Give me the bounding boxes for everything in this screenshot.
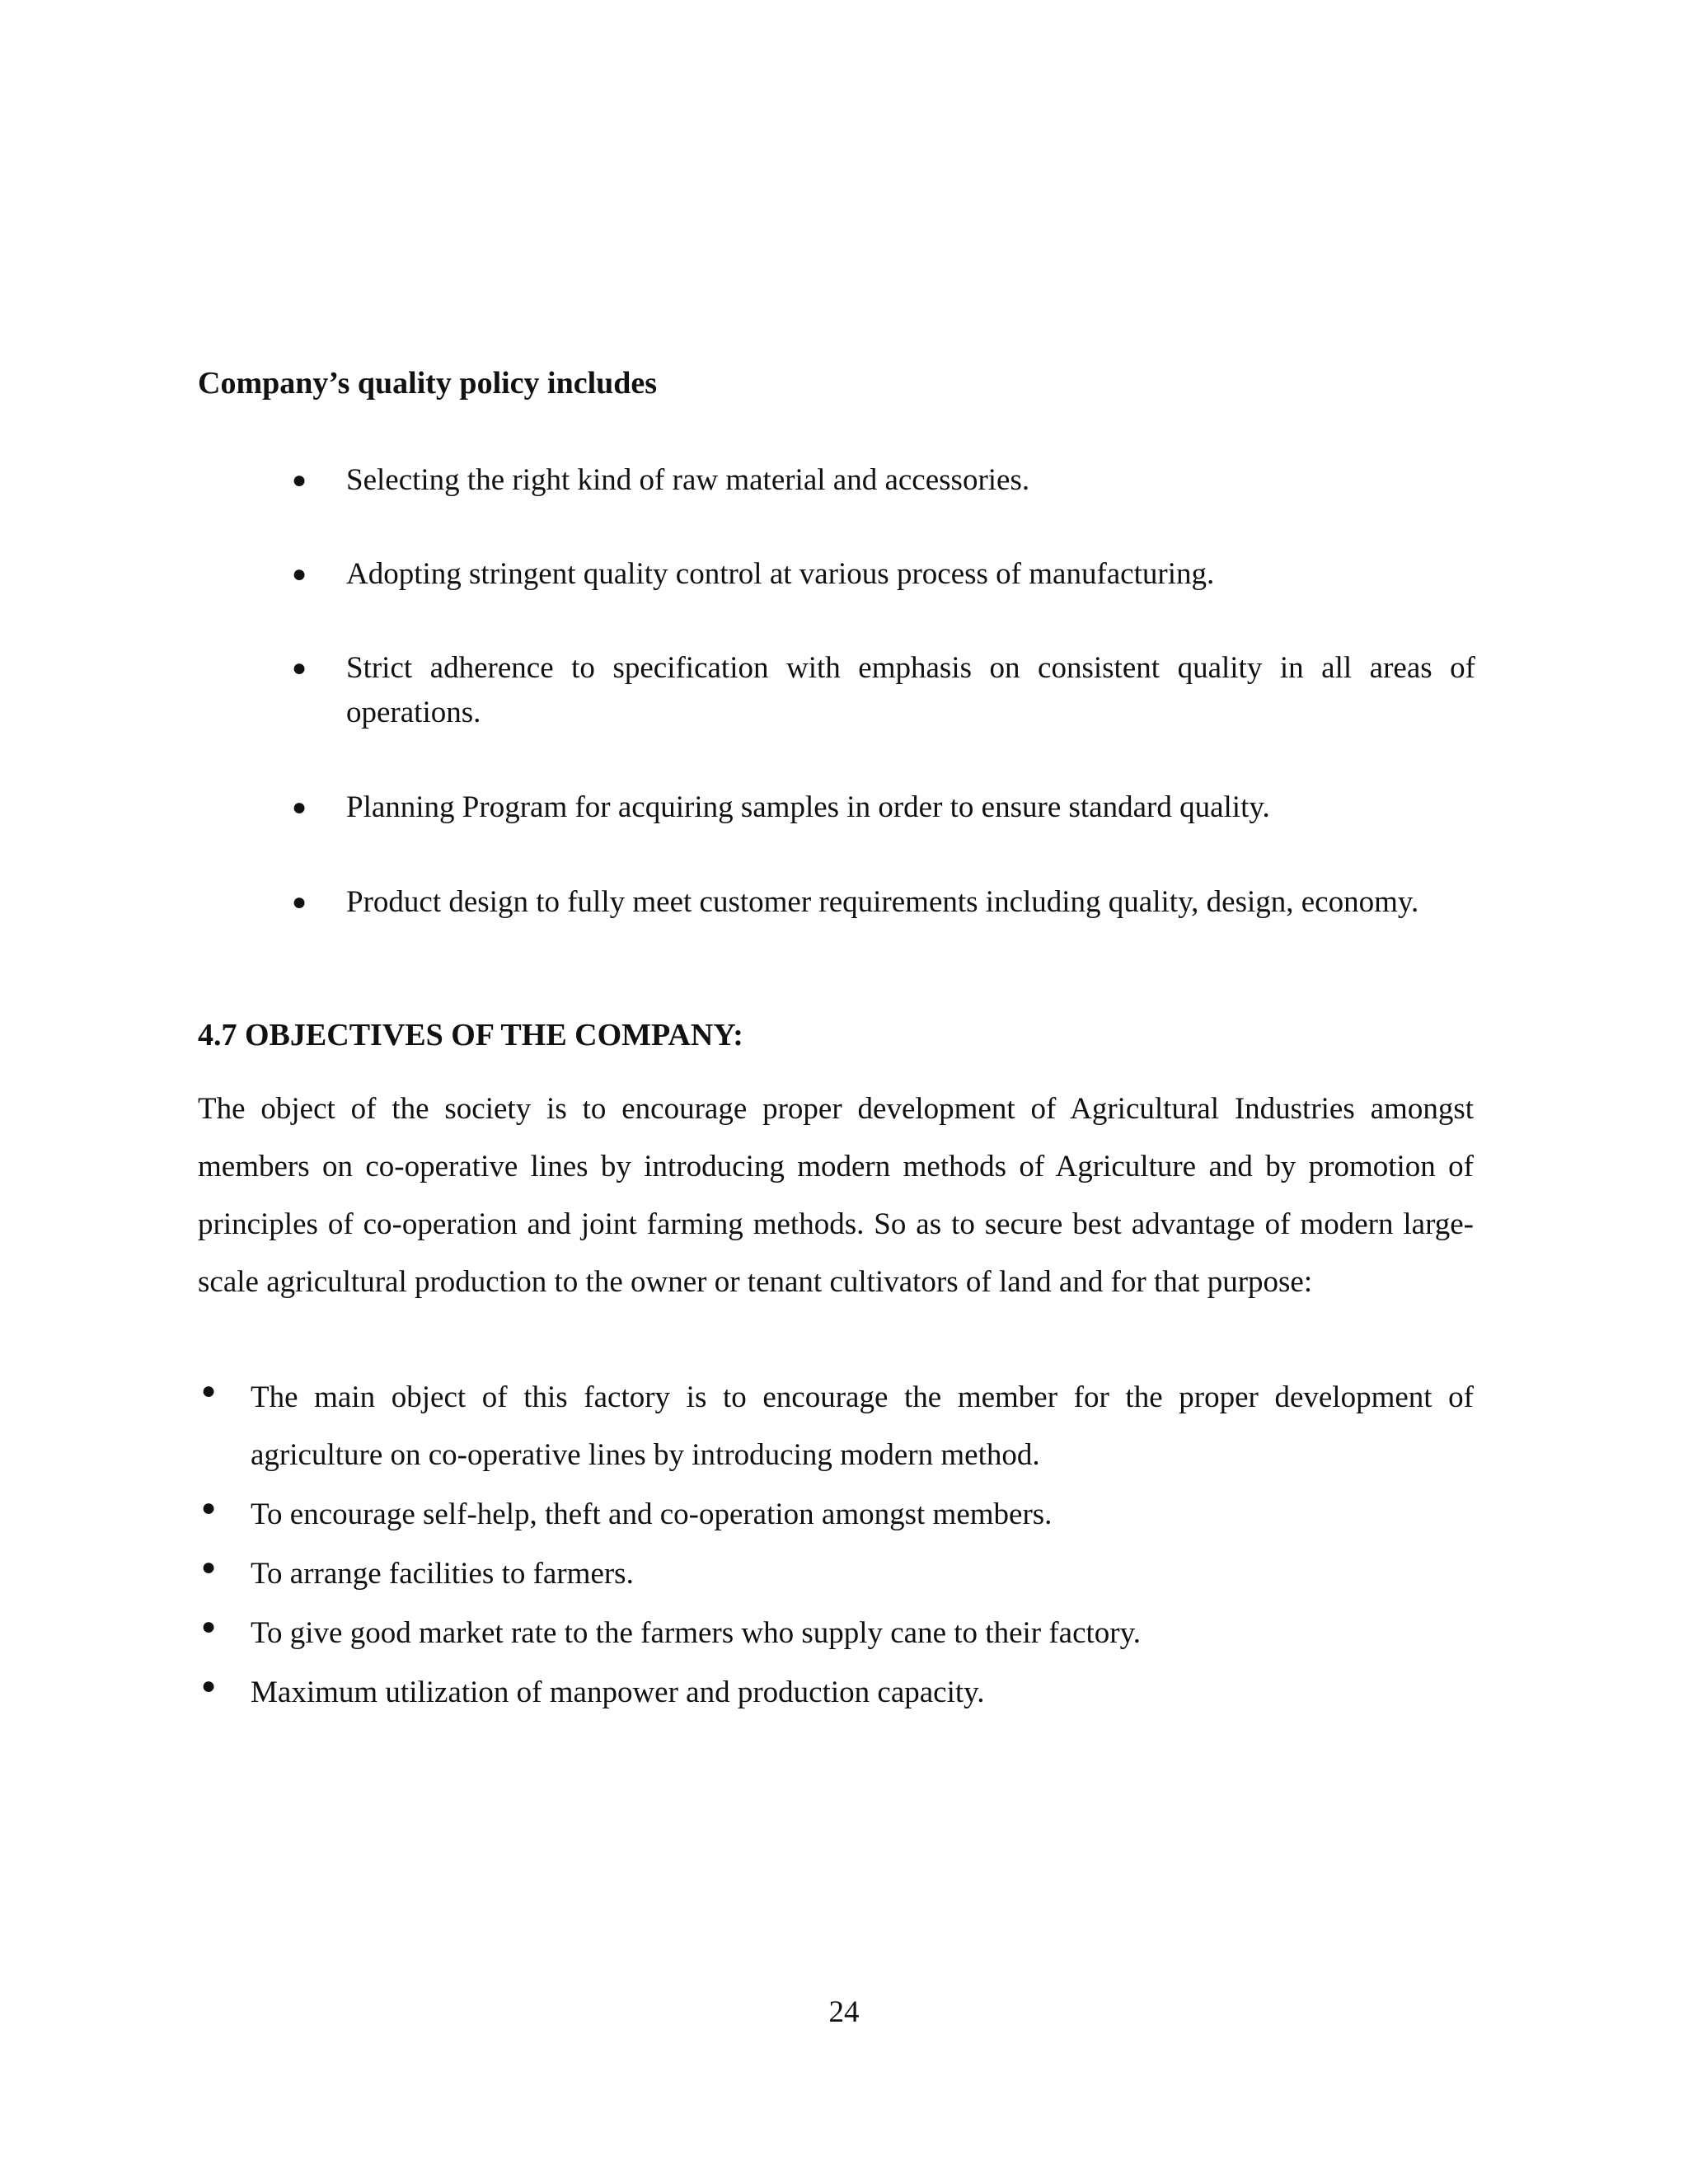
list-item: ● Selecting the right kind of raw material and accessories. xyxy=(297,458,1475,503)
bullet-icon: ● xyxy=(201,1672,217,1699)
bullet-icon: ● xyxy=(201,1494,217,1521)
list-item: ● Product design to fully meet customer requirements including quality, design, economy. xyxy=(297,880,1475,925)
bullet-icon: ● xyxy=(201,1613,217,1640)
list-item: ● Adopting stringent quality control at various process of manufacturing. xyxy=(297,552,1475,597)
objectives-paragraph: The object of the society is to encourage proper development of Agricultural Industries amongst members on co-operative lines by introducing modern methods of Agriculture and by promotion of principles of co-operation and joint farming methods. So as to secure best advantage of modern large-scale agricultural production to the owner or tenant cultivators of land and for that purpose: xyxy=(198,1092,1474,1299)
list-item: ● To encourage self-help, theft and co-operation amongst members. xyxy=(198,1486,1474,1544)
objectives-heading: 4.7 OBJECTIVES OF THE COMPANY: xyxy=(198,1018,743,1052)
list-item: ● Maximum utilization of manpower and production capacity. xyxy=(198,1664,1474,1722)
quality-policy-heading: Company’s quality policy includes xyxy=(198,366,658,401)
list-item: ● To arrange facilities to farmers. xyxy=(198,1545,1474,1603)
list-item: ● Strict adherence to specification with emphasis on consistent quality in all areas of operations. xyxy=(297,646,1475,735)
bullet-icon: ● xyxy=(292,654,307,682)
objectives-list xyxy=(198,1369,1474,1723)
bullet-icon: ● xyxy=(292,466,307,494)
bullet-icon: ● xyxy=(201,1554,217,1581)
bullet-icon: ● xyxy=(292,560,307,588)
bullet-icon: ● xyxy=(292,794,307,821)
page-number: 24 xyxy=(828,1995,860,2029)
bullet-icon: ● xyxy=(292,888,307,916)
bullet-icon: ● xyxy=(201,1377,217,1404)
list-item: ● Planning Program for acquiring samples in order to ensure standard quality. xyxy=(297,785,1475,830)
list-item: ● The main object of this factory is to encourage the member for the proper development of agriculture on co-operative lines by introducing modern method. xyxy=(198,1369,1474,1484)
list-item: ● To give good market rate to the farmers who supply cane to their factory. xyxy=(198,1605,1474,1662)
